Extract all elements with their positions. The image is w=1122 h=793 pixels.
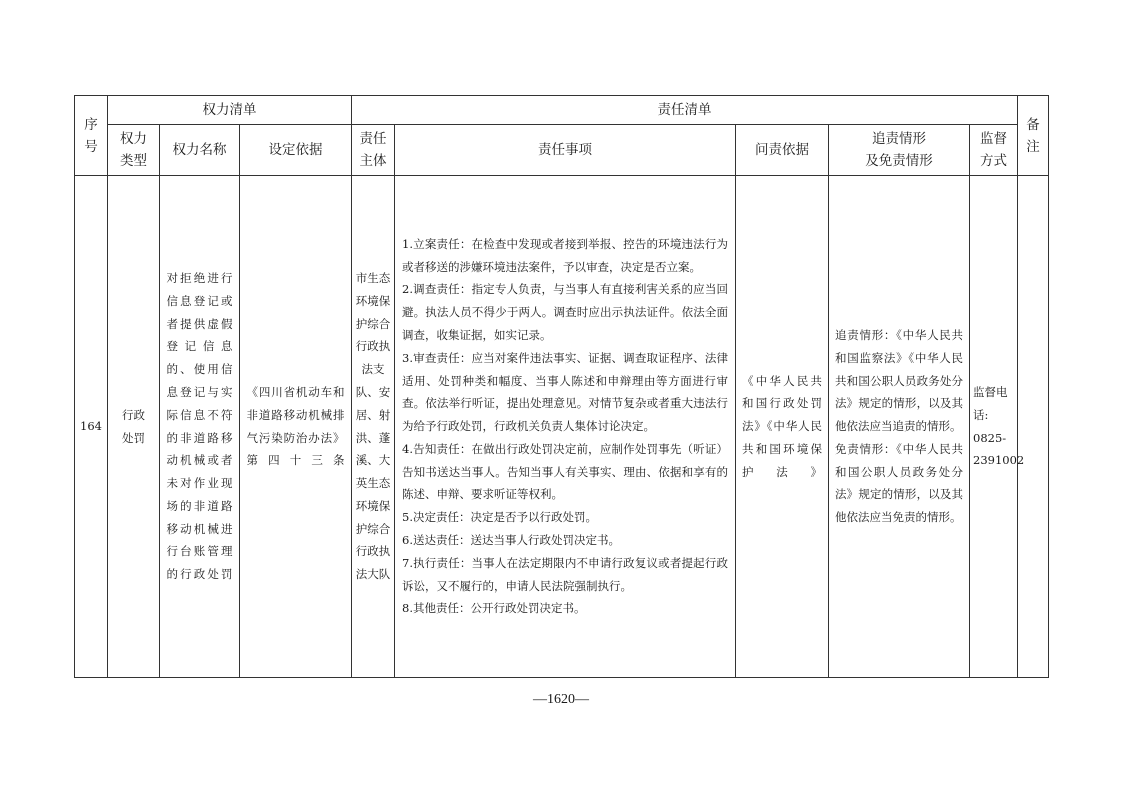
row-type: 行政处罚 [108,176,160,678]
header-basis: 设定依据 [240,125,352,176]
resp-item-8: 8.其他责任：公开行政处罚决定书。 [402,601,586,616]
row-remark [1018,176,1049,678]
resp-item-2: 2.调查责任：指定专人负责，与当事人有直接利害关系的应当回避。执法人员不得少于两人。调查时应出示执法证件。依法全面调查，收集证据，如实记录。 [402,282,729,342]
header-account-basis: 问责依据 [736,125,829,176]
resp-item-7: 7.执行责任：当事人在法定期限内不申请行政复议或者提起行政诉讼，又不履行的，申请人民法院强制执行。 [402,555,729,593]
pursue-text: 追责情形：《中华人民共和国监察法》《中华人民共和国公职人员政务处分法》规定的情形，以及其他依法应当追责的情形。 [835,327,964,434]
row-pursue [829,176,970,678]
header-remark: 备注 [1018,96,1049,176]
responsibility-table [74,95,1049,678]
row-seq: 164 [75,176,108,678]
row-supervise: 监督电话: 0825- 2391002 [970,176,1018,678]
resp-item-4: 4.告知责任：在做出行政处罚决定前，应制作处罚事先（听证）告知书送达当事人。告知当事人有关事实、理由、依据和享有的陈述、申辩、要求听证等权利。 [402,441,729,502]
header-supervise: 监督方式 [970,125,1018,176]
row-name: 对拒绝进行信息登记或者提供虚假登记信息的、使用信息登记与实际信息不符的非道路移动机械或者未对作业现场的非道路移动机械进行台账管理的行政处罚 [160,176,240,678]
header-resp-list: 责任清单 [352,96,1018,125]
row-account-basis: 《中华人民共和国行政处罚法》《中华人民共和国环境保护法》 [736,176,829,678]
resp-item-3: 3.审查责任：应当对案件违法事实、证据、调查取证程序、法律适用、处罚种类和幅度、当事人陈述和申辩理由等方面进行审查。依法举行听证，提出处理意见。对情节复杂或者重大违法行为给予行政处罚，行政机关负责人集体讨论决定。 [402,350,729,434]
header-seq: 序号 [75,96,108,176]
row-subject: 市生态环境保护综合行政执法支队、安居、射洪、蓬溪、大英生态环境保护综合行政执法大队 [352,176,395,678]
header-power-list: 权力清单 [108,96,352,125]
exempt-text: 免责情形：《中华人民共和国公职人员政务处分法》规定的情形，以及其他依法应当免责的情形。 [835,441,964,525]
row-basis: 《四川省机动车和非道路移动机械排气污染防治办法》第四十三条 [240,176,352,678]
page-number: —1620— [533,692,589,707]
header-resp-subject: 责任主体 [352,125,395,176]
resp-item-5: 5.决定责任：决定是否予以行政处罚。 [402,510,597,525]
header-power-type: 权力类型 [108,125,160,176]
row-items [395,176,736,678]
resp-item-6: 6.送达责任：送达当事人行政处罚决定书。 [402,533,620,548]
header-pursue: 追责情形 及免责情形 [829,125,970,176]
resp-item-1: 1.立案责任：在检查中发现或者接到举报、控告的环境违法行为或者移送的涉嫌环境违法案件，予以审查，决定是否立案。 [402,236,729,274]
header-resp-items: 责任事项 [395,125,736,176]
header-power-name: 权力名称 [160,125,240,176]
